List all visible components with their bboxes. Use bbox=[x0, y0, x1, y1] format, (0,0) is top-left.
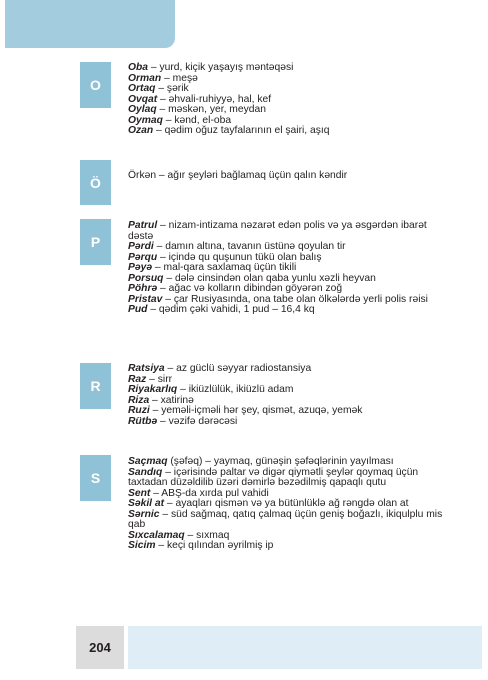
glossary-entry: Porsuq – dələ cinsindən olan qaba yunlu xəzli heyvan bbox=[128, 272, 376, 284]
glossary-entry: Pud – qədim çəki vahidi, 1 pud – 16,4 kq bbox=[128, 304, 315, 315]
section-letter-p: P bbox=[80, 219, 111, 265]
section-letter-o: O bbox=[80, 62, 111, 108]
glossary-entry: Patrul – nizam-intizama nəzarət edən polis və ya əsgərdən ibarət dəstə bbox=[128, 220, 427, 242]
glossary-entry: Saçmaq (şəfəq) – yaymaq, günəşin şəfəqlərinin yayılması bbox=[128, 456, 394, 467]
glossary-entry: Oba – yurd, kiçik yaşayış məntəqəsi bbox=[128, 62, 294, 73]
section-p-entries bbox=[128, 221, 446, 316]
glossary-entry: Ovqat – əhvali-ruhiyyə, hal, kef bbox=[128, 93, 272, 105]
glossary-entry: Ozan – qədim oğuz tayfalarının el şairi, aşıq bbox=[128, 125, 330, 136]
glossary-entry: Orman – meşə bbox=[128, 72, 198, 84]
glossary-entry: Örkən – ağır şeyləri bağlamaq üçün qalın kəndir bbox=[128, 170, 348, 181]
section-o-umlaut-entries bbox=[128, 171, 446, 182]
glossary-entry: Ortaq – şərik bbox=[128, 83, 189, 94]
glossary-entry: Sent – ABŞ-da xırda pul vahidi bbox=[128, 487, 269, 499]
glossary-entry: Səkil at – ayaqları qismən və ya bütünlüklə ağ rəngdə olan at bbox=[128, 498, 409, 509]
glossary-entry: Oylaq – məskən, yer, meydan bbox=[128, 104, 266, 115]
glossary-entry: Riza – xatirinə bbox=[128, 394, 194, 406]
glossary-entry: Pristav – çar Rusiyasında, ona tabe olan ölkələrdə yerli polis rəisi bbox=[128, 293, 428, 305]
glossary-entry: Riyakarlıq – ikiüzlülük, ikiüzlü adam bbox=[128, 384, 294, 395]
glossary-entry: Pəyə – mal-qara saxlamaq üçün tikili bbox=[128, 262, 297, 273]
section-letter-r: R bbox=[80, 363, 111, 409]
glossary-entry: Rütbə – vəzifə dərəcəsi bbox=[128, 415, 238, 427]
glossary-entry: Ruzi – yeməli-içməli hər şey, qismət, azuqə, yemək bbox=[128, 405, 363, 416]
footer-band bbox=[128, 626, 482, 669]
glossary-entry: Oymaq – kənd, el-oba bbox=[128, 114, 232, 126]
glossary-entry: Pərdi – damın altına, tavanın üstünə qoyulan tir bbox=[128, 241, 346, 252]
page-number: 204 bbox=[76, 626, 124, 669]
section-o-entries bbox=[128, 63, 446, 137]
glossary-entry: Ratsiya – az güclü səyyar radiostansiya bbox=[128, 363, 312, 374]
glossary-entry: Sandıq – içərisində paltar və digər qiymətli şeylər qoymaq üçün taxtadan düzəldilib üzəri dəmirlə bəzədilmiş qapaqlı qutu bbox=[128, 466, 419, 488]
glossary-entry: Raz – sirr bbox=[128, 373, 173, 385]
glossary-entry: Pöhrə – ağac və kolların dibindən göyərən zoğ bbox=[128, 283, 343, 294]
section-letter-s: S bbox=[80, 455, 111, 501]
header-tab bbox=[5, 0, 175, 48]
glossary-entry: Sicim – keçi qılından əyrilmiş ip bbox=[128, 540, 274, 551]
section-r-entries bbox=[128, 364, 446, 427]
glossary-entry: Pərqu – içində qu quşunun tükü olan balış bbox=[128, 251, 322, 263]
glossary-entry: Sərnic – süd sağmaq, qatıq çalmaq üçün geniş boğazlı, ikiqulplu mis qab bbox=[128, 508, 443, 530]
section-letter-o-umlaut: Ö bbox=[80, 160, 111, 205]
glossary-entry: Sıxcalamaq – sıxmaq bbox=[128, 529, 230, 541]
section-s-entries bbox=[128, 457, 446, 552]
